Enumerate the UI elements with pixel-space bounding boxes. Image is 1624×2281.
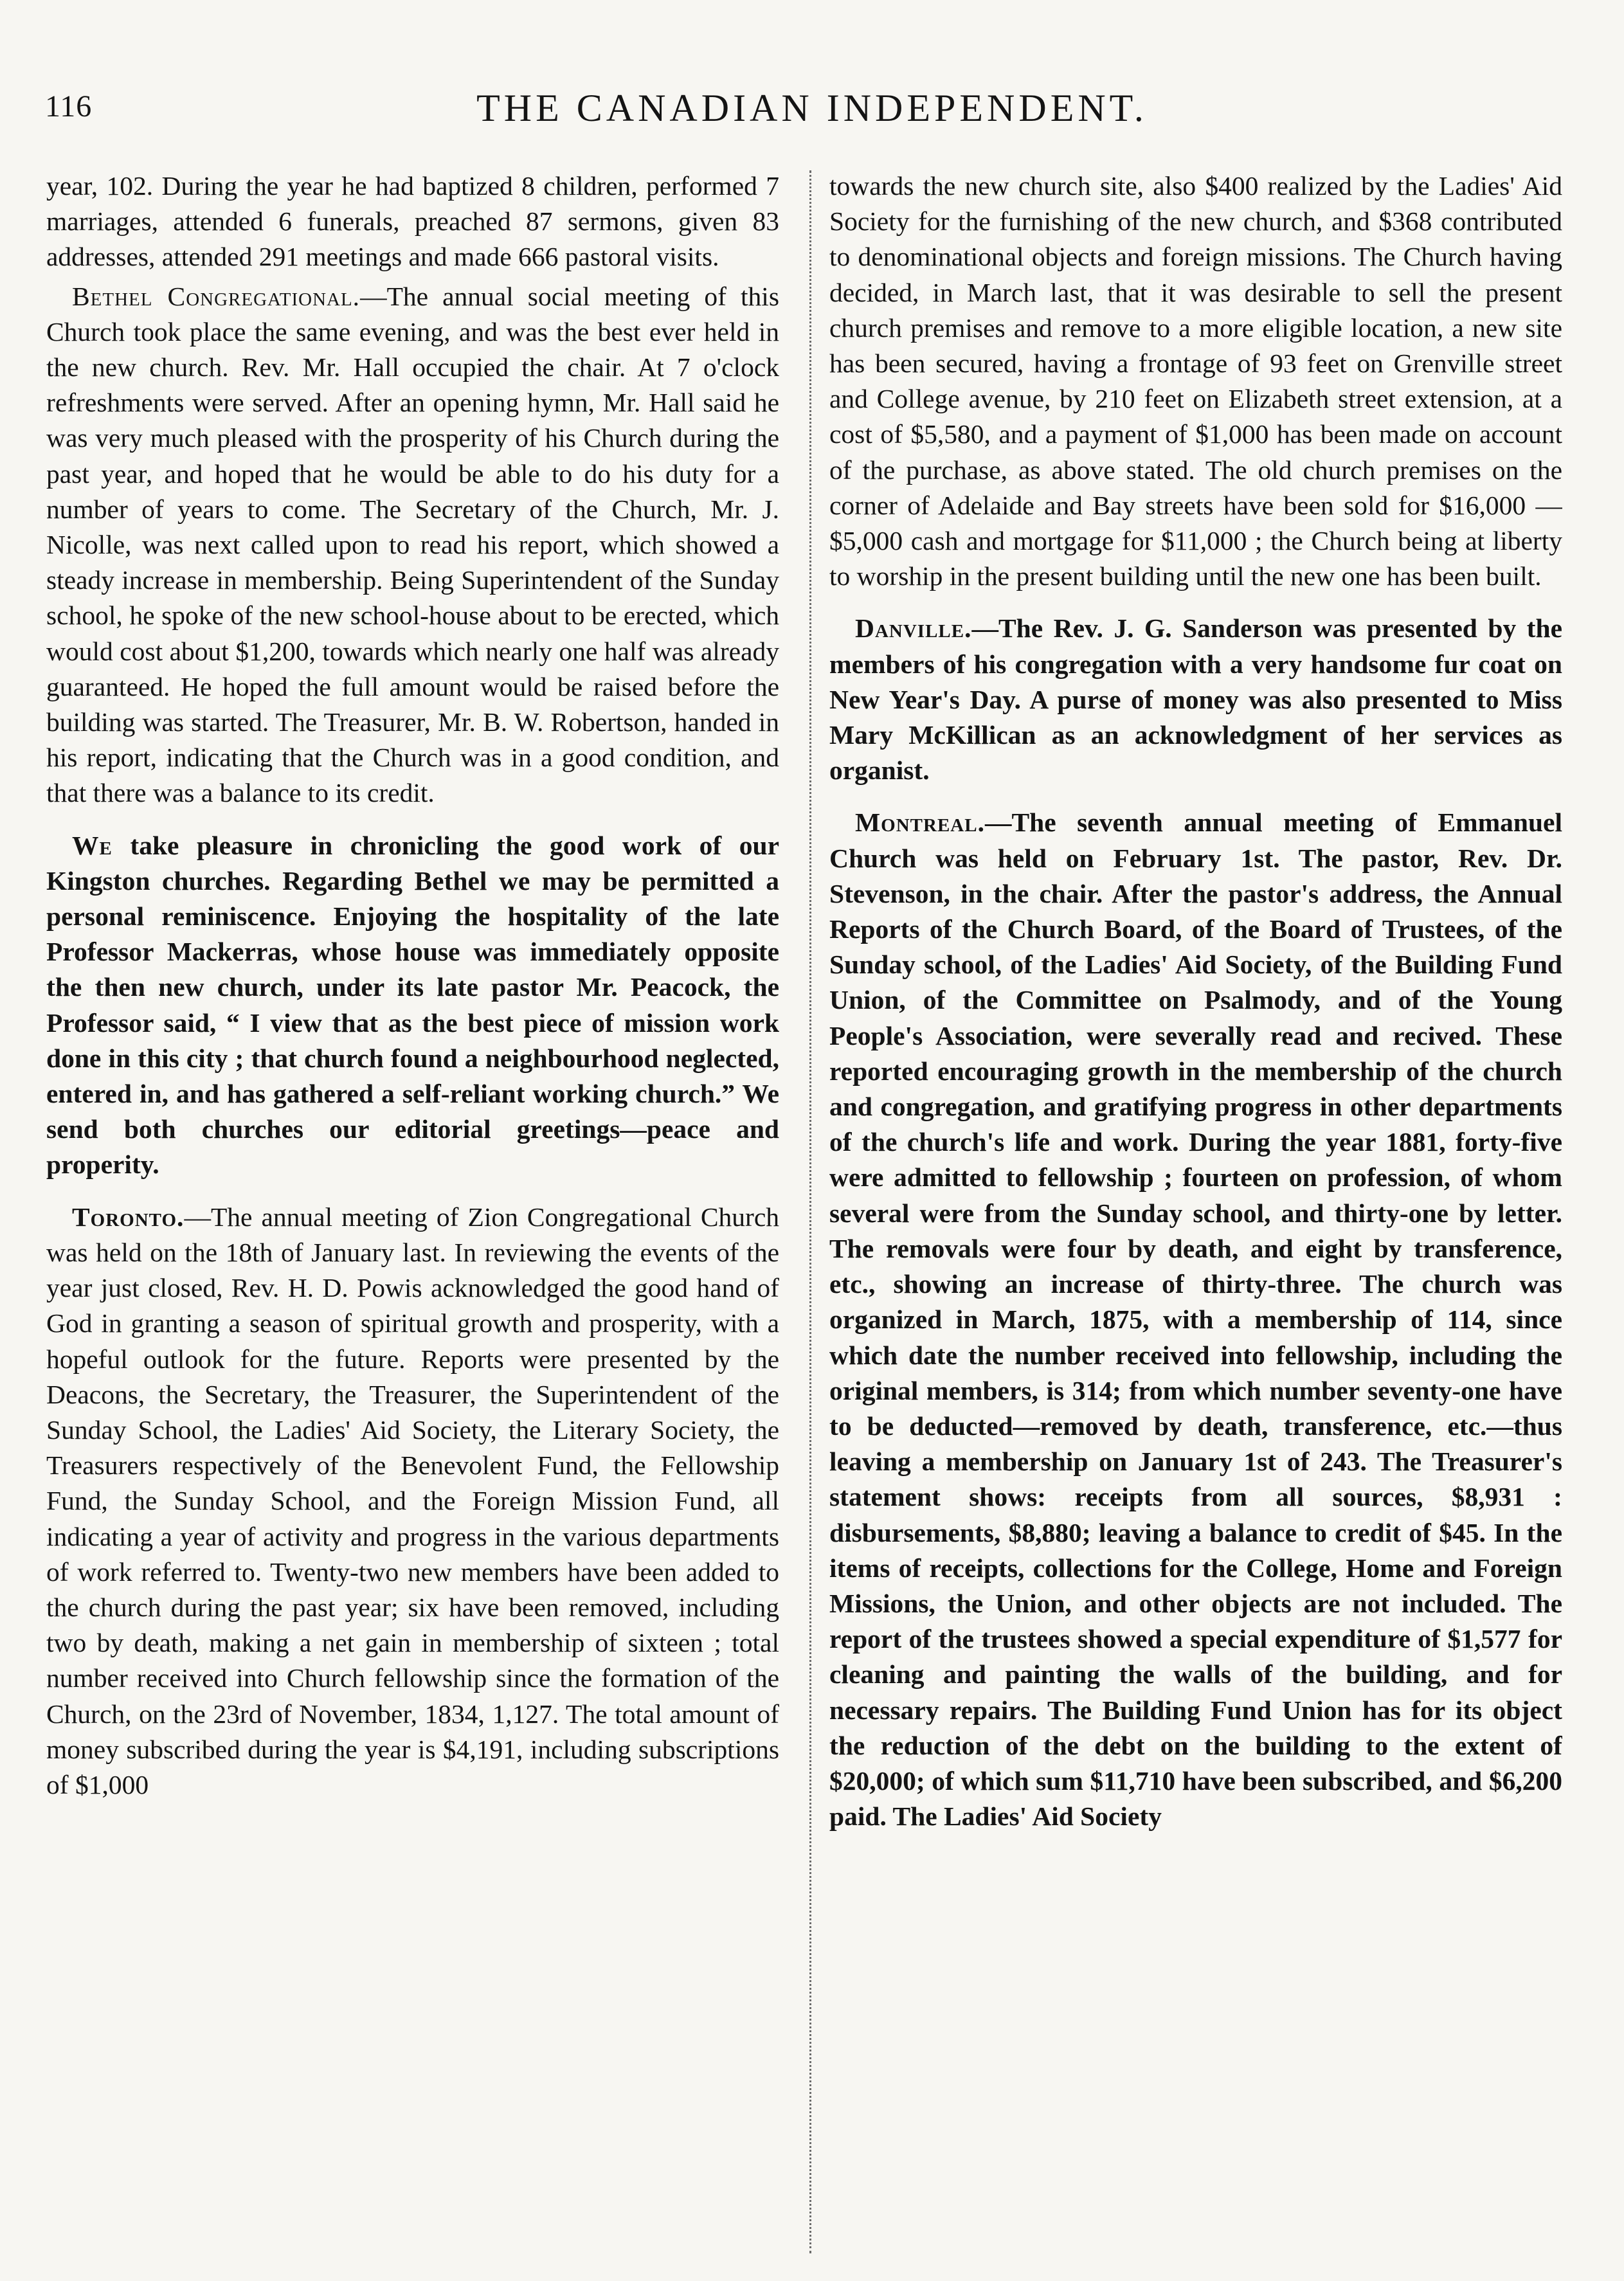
paragraph-bethel	[46, 279, 779, 811]
page-number: 116	[45, 89, 93, 123]
paragraph-toronto-continued: towards the new church site, also $400 realized by the Ladies' Aid Society for the furnishing of the new church, and $368 contributed to denominational objects and foreign missions. The Church having decided, in March last, that it was desirable to sell the present church premises and remove to a more eligible location, a new site has been secured, having a frontage of 93 feet on Grenville street and College avenue, by 210 feet on Elizabeth street extension, at a cost of $5,580, and a payment of $1,000 has been made on account of the purchase, as above stated. The old church premises on the corner of Adelaide and Bay streets have been sold for $16,000 —$5,000 cash and mortgage for $11,000 ; the Church being at liberty to worship in the present building until the new one has been built.	[829, 171, 1562, 591]
paragraph-toronto-body: —The annual meeting of Zion Congregational Church was held on the 18th of January last. In reviewing the events of the year just closed, Rev. H. D. Powis acknowledged the good hand of God in granting a season of spiritual growth and prosperity, with a hopeful outlook for the future. Reports were presented by the Deacons, the Secretary, the Treasurer, the Superintendent of the Sunday School, the Ladies' Aid Society, the Literary Society, the Treasurers respectively of the Benevolent Fund, the Fellowship Fund, the Sunday School, and the Foreign Mission Fund, all indicating a year of activity and progress in the various departments of work referred to. Twenty-two new members have been added to the church during the past year; six have been removed, including two by death, making a net gain in membership of sixteen ; total number received into Church fellowship since the formation of the Church, on the 23rd of November, 1834, 1,127. The total amount of money subscribed during the year is $4,191, including subscriptions of $1,000	[46, 1202, 779, 1799]
paragraph-montreal	[829, 805, 1562, 1834]
section-lead-toronto: Toronto.	[72, 1202, 185, 1232]
paragraph-montreal-body: —The seventh annual meeting of Emmanuel Church was held on February 1st. The pastor, Rev. Dr. Stevenson, in the chair. After the pastor's address, the Annual Reports of the Church Board, of the Board of Trustees, of the Sunday school, of the Ladies' Aid Society, of the Building Fund Union, of the Committee on Psalmody, and of the Young People's Association, were severally read and recived. These reported encouraging growth in the membership of the church and congregation, and gratifying progress in other departments of the church's life and work. During the year 1881, forty-five were admitted to fellowship ; fourteen on profession, of whom several were from the Sunday school, and thirty-one by letter. The removals were four by death, and eight by transference, etc., showing an increase of thirty-three. The church was organized in March, 1875, with a membership of 114, since which date the number received into fellowship, including the original members, is 314; from which number seventy-one have to be deducted—removed by death, transference, etc.—thus leaving a membership on January 1st of 243. The Treasurer's statement shows: receipts from all sources, $8,931 : disbursements, $8,880; leaving a balance to credit of $45. In the items of receipts, collections for the College, Home and Foreign Missions, the Union, and other objects are not included. The report of the trustees showed a special expenditure of $1,577 for cleaning and painting the walls of the building, and for necessary repairs. The Building Fund Union has for its object the reduction of the debt on the building to the extent of $20,000; of which sum $11,710 have been subscribed, and $6,200 paid. The Ladies' Aid Society	[829, 807, 1562, 1832]
page-header	[45, 84, 1579, 141]
section-lead-we: We	[72, 830, 113, 860]
paragraph-danville-body: —The Rev. J. G. Sanderson was presented by the members of his congregation with a very handsome fur coat on New Year's Day. A purse of money was also presented to Miss Mary McKillican as an acknowledgment of her services as organist.	[829, 613, 1562, 786]
column-divider	[809, 170, 811, 2253]
section-lead-danville: Danville.	[855, 613, 972, 644]
paragraph-continued-report: year, 102. During the year he had baptized 8 children, performed 7 marriages, attended 6 funerals, preached 87 sermons, given 83 addresses, attended 291 meetings and made 666 pastoral visits.	[46, 171, 779, 272]
section-lead-bethel: Bethel Congregational.	[72, 281, 361, 311]
left-column	[46, 168, 779, 2245]
paragraph-bethel-body: —The annual social meeting of this Church took place the same evening, and was the best ever held in the new church. Rev. Mr. Hall occupied the chair. At 7 o'clock refreshments were served. After an opening hymn, Mr. Hall said he was very much pleased with the prosperity of his Church during the past year, and hoped that he would be able to do his duty for a number of years to come. The Secretary of the Church, Mr. J. Nicolle, was next called upon to read his report, which showed a steady increase in membership. Being Superintendent of the Sunday school, he spoke of the new school-house about to be erected, which would cost about $1,200, towards which nearly one half was already guaranteed. He hoped the full amount would be raised before the building was started. The Treasurer, Mr. B. W. Robertson, handed in his report, indicating that the Church was in a good condition, and that there was a balance to its credit.	[46, 281, 779, 808]
paragraph-kingston-editorial	[46, 828, 779, 1183]
paragraph-toronto	[46, 1200, 779, 1803]
section-lead-montreal: Montreal.	[855, 807, 985, 838]
paragraph-danville	[829, 611, 1562, 788]
journal-title: THE CANADIAN INDEPENDENT.	[476, 87, 1148, 129]
right-column	[829, 168, 1562, 2245]
paragraph-kingston-body: take pleasure in chronicling the good work of our Kingston churches. Regarding Bethel we may be permitted a personal reminiscence. Enjoying the hospitality of the late Professor Mackerras, whose house was immediately opposite the then new church, under its late pastor Mr. Peacock, the Professor said, “ I view that as the best piece of mission work done in this city ; that church found a neighbourhood neglected, entered in, and has gathered a self-reliant working church.” We send both churches our editorial greetings—peace and properity.	[46, 830, 779, 1180]
